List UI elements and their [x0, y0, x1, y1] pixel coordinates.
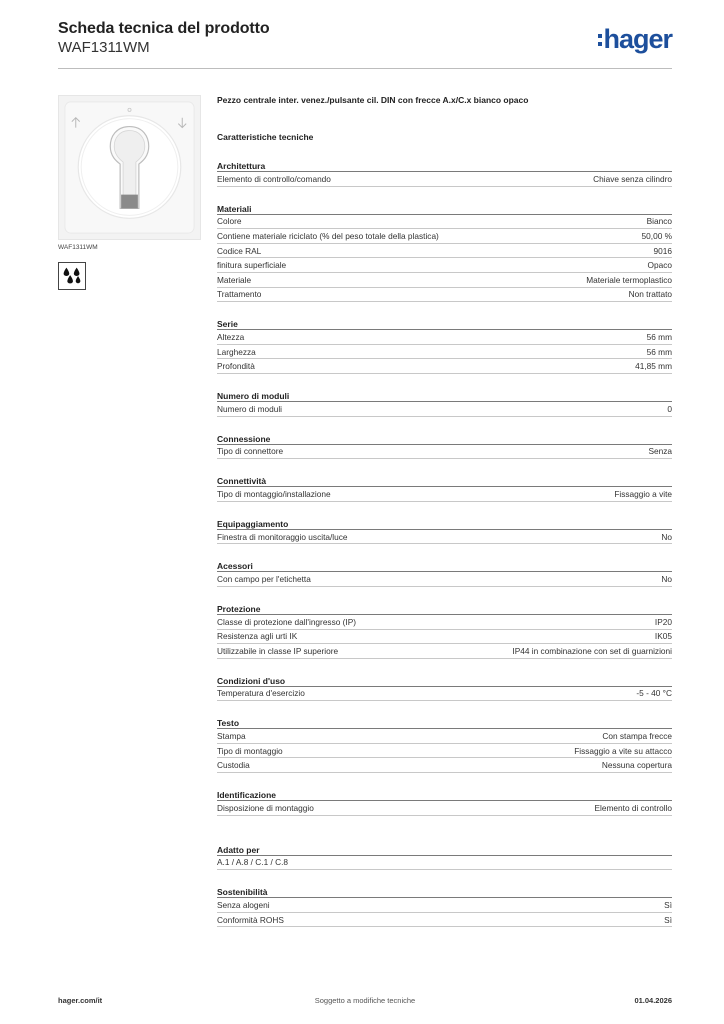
spec-value: IP20 — [654, 616, 672, 627]
spec-section — [217, 560, 672, 587]
spec-label: Codice RAL — [217, 245, 262, 256]
spec-value: Elemento di controllo — [594, 802, 672, 813]
document-footer — [58, 996, 672, 1008]
spec-row — [217, 801, 672, 816]
spec-row — [217, 729, 672, 744]
spec-label: Contiene materiale riciclato (% del peso totale della plastica) — [217, 230, 439, 241]
logo-colon-icon — [598, 30, 602, 47]
footer-date: 01.04.2026 — [634, 996, 672, 1005]
spec-label: Utilizzabile in classe IP superiore — [217, 645, 339, 656]
section-title: Connettività — [217, 475, 672, 487]
section-title: Sostenibilità — [217, 886, 672, 898]
spec-section — [217, 318, 672, 374]
spec-label: Altezza — [217, 331, 245, 342]
spec-row — [217, 530, 672, 545]
spec-label: Profondità — [217, 361, 255, 372]
spec-section — [217, 789, 672, 816]
tech-characteristics-heading: Caratteristiche tecniche — [217, 132, 314, 142]
spec-row — [217, 644, 672, 659]
spec-value: Sì — [664, 900, 672, 911]
spec-value: IP44 in combinazione con set di guarnizioni — [512, 645, 672, 656]
spec-value: Sì — [664, 914, 672, 925]
section-title: Numero di moduli — [217, 390, 672, 402]
spec-value: No — [661, 531, 672, 542]
spec-section — [217, 203, 672, 303]
spec-section — [217, 844, 672, 871]
spec-label: Resistenza agli urti IK — [217, 631, 298, 642]
hager-logo — [598, 24, 672, 55]
spec-row — [217, 898, 672, 913]
section-title: Testo — [217, 717, 672, 729]
product-code: WAF1311WM — [58, 39, 150, 56]
spec-section — [217, 717, 672, 773]
logo-text: hager — [603, 24, 672, 54]
spec-label: Colore — [217, 216, 242, 227]
spec-row — [217, 273, 672, 288]
section-title: Architettura — [217, 160, 672, 172]
spec-section — [217, 433, 672, 460]
spec-label: Senza alogeni — [217, 900, 270, 911]
spec-row — [217, 744, 672, 759]
section-title: Materiali — [217, 203, 672, 215]
spec-label: Trattamento — [217, 289, 262, 300]
spec-value: Con stampa frecce — [602, 731, 672, 742]
spec-value: Fissaggio a vite — [614, 488, 672, 499]
footer-website: hager.com/it — [58, 996, 103, 1005]
spec-label: Tipo di montaggio/installazione — [217, 488, 331, 499]
document-header — [58, 20, 672, 70]
spec-sections — [217, 160, 672, 927]
spec-label: Classe di protezione dall'ingresso (IP) — [217, 616, 357, 627]
spec-value: 9016 — [653, 245, 672, 256]
spec-label: Numero di moduli — [217, 403, 283, 414]
footer-note: Soggetto a modifiche tecniche — [314, 996, 416, 1005]
spec-row — [217, 758, 672, 773]
spec-row — [217, 229, 672, 244]
spec-row — [217, 687, 672, 702]
image-caption: WAF1311WM — [58, 244, 98, 251]
spec-value: IK05 — [654, 631, 672, 642]
water-drops-icon — [58, 262, 86, 290]
spec-row — [217, 258, 672, 273]
spec-value: -5 - 40 °C — [636, 688, 672, 699]
spec-value: 56 mm — [646, 346, 672, 357]
section-title: Acessori — [217, 560, 672, 572]
spec-row — [217, 402, 672, 417]
spec-row — [217, 359, 672, 374]
spec-value: Fissaggio a vite su attacco — [574, 745, 672, 756]
spec-row — [217, 856, 672, 871]
spec-label: Conformità ROHS — [217, 914, 284, 925]
spec-section — [217, 160, 672, 187]
header-divider — [58, 68, 672, 69]
spec-row — [217, 572, 672, 587]
spec-row — [217, 445, 672, 460]
spec-row — [217, 913, 672, 928]
spec-row — [217, 487, 672, 502]
product-content — [217, 95, 672, 927]
spec-row — [217, 215, 672, 230]
spec-row — [217, 330, 672, 345]
spec-label: Tipo di montaggio — [217, 745, 283, 756]
spec-row — [217, 630, 672, 645]
spec-section — [217, 390, 672, 417]
spec-value: Opaco — [647, 260, 672, 271]
spec-value: Nessuna copertura — [601, 760, 672, 771]
spec-section — [217, 603, 672, 659]
spec-label: Stampa — [217, 731, 246, 742]
spec-label: Tipo di connettore — [217, 446, 284, 457]
spec-value: Senza — [648, 446, 672, 457]
spec-row — [217, 288, 672, 303]
section-title: Serie — [217, 318, 672, 330]
spec-label: Materiale — [217, 274, 252, 285]
spec-value: 50,00 % — [641, 230, 672, 241]
section-title: Condizioni d'uso — [217, 675, 672, 687]
spec-row — [217, 172, 672, 187]
spec-value: Non trattato — [628, 289, 672, 300]
product-image — [58, 95, 201, 240]
spec-value: Chiave senza cilindro — [593, 173, 672, 184]
spec-value: 0 — [667, 403, 672, 414]
spec-value: 41,85 mm — [635, 361, 672, 372]
section-title: Identificazione — [217, 789, 672, 801]
spec-label: Elemento di controllo/comando — [217, 173, 331, 184]
spec-row — [217, 615, 672, 630]
spec-label: Custodia — [217, 760, 250, 771]
spec-row — [217, 345, 672, 360]
spec-label: A.1 / A.8 / C.1 / C.8 — [217, 857, 289, 868]
spec-value: Materiale termoplastico — [586, 274, 672, 285]
spec-label: Disposizione di montaggio — [217, 802, 314, 813]
spec-row — [217, 244, 672, 259]
spec-value: Bianco — [646, 216, 672, 227]
spec-label: Con campo per l'etichetta — [217, 574, 311, 585]
section-title: Adatto per — [217, 844, 672, 856]
spec-value: 56 mm — [646, 331, 672, 342]
section-title: Equipaggiamento — [217, 518, 672, 530]
spec-label: Larghezza — [217, 346, 256, 357]
spec-value: No — [661, 574, 672, 585]
spec-section — [217, 475, 672, 502]
product-description: Pezzo centrale inter. venez./pulsante cil. DIN con frecce A.x/C.x bianco opaco — [217, 95, 529, 105]
spec-section — [217, 675, 672, 702]
spec-label: Finestra di monitoraggio uscita/luce — [217, 531, 348, 542]
section-title: Connessione — [217, 433, 672, 445]
spec-label: finitura superficiale — [217, 260, 287, 271]
section-title: Protezione — [217, 603, 672, 615]
spec-section — [217, 886, 672, 927]
document-title: Scheda tecnica del prodotto — [58, 20, 270, 37]
spec-label: Temperatura d'esercizio — [217, 688, 305, 699]
spec-section — [217, 518, 672, 545]
